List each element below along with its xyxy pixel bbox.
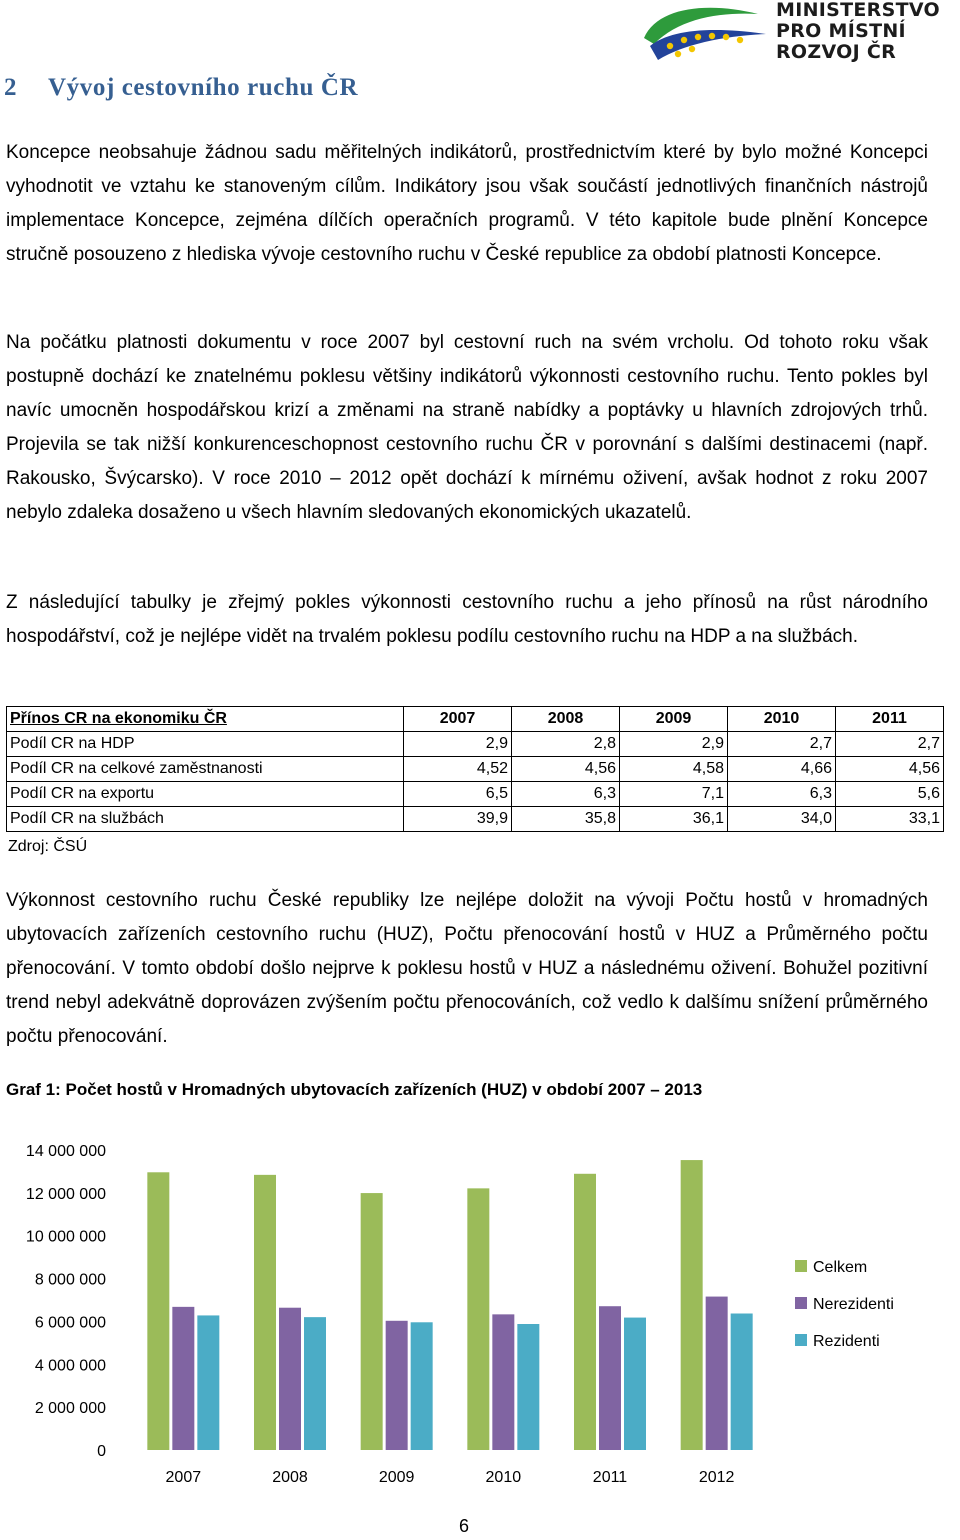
- table-row: [7, 732, 944, 757]
- table-cell: 2,8: [512, 732, 620, 757]
- bar-celkem: [467, 1188, 489, 1450]
- x-tick-label: 2011: [592, 1469, 628, 1486]
- x-tick-label: 2009: [378, 1469, 415, 1486]
- bar-rezidenti: [197, 1315, 219, 1450]
- legend-label: Rezidenti: [813, 1333, 880, 1350]
- logo-line-3: ROZVOJ ČR: [776, 41, 897, 63]
- table-row: [7, 757, 944, 782]
- table-header-cell: 2009: [620, 707, 728, 732]
- table-cell: 6,3: [728, 782, 836, 807]
- x-tick-label: 2007: [165, 1469, 202, 1486]
- table-cell: 4,58: [620, 757, 728, 782]
- ministry-name: [776, 0, 940, 63]
- y-tick-label: 2 000 000: [34, 1400, 106, 1418]
- paragraph-intro: Koncepce neobsahuje žádnou sadu měřitelných indikátorů, prostřednictvím které by bylo možné Koncepci vyhodnotit ve vztahu ke stanoveným cílům. Indikátory jsou však součástí jednotlivých finančních nástrojů implementace Koncepce, zejména dílčích operačních programů. V této kapitole bude plnění Koncepce stručně posouzeno z hlediska vývoje cestovního ruchu v České republice za období platnosti Koncepce.: [6, 142, 928, 265]
- bar-nerezidenti: [172, 1307, 194, 1450]
- bar-nerezidenti: [599, 1306, 621, 1450]
- table-source: Zdroj: ČSÚ: [8, 838, 88, 855]
- section-heading: [4, 74, 358, 102]
- bar-rezidenti: [517, 1324, 539, 1450]
- paragraph-performance: Výkonnost cestovního ruchu České republiky lze nejlépe doložit na vývoji Počtu hostů v hromadných ubytovacích zařízeních cestovního ruchu (HUZ), Počtu přenocování hostů v HUZ a Průměrného počtu přenocování. V tomto období došlo nejprve k poklesu hostů v HUZ a následnému oživení. Bohužel pozitivní trend nebyl adekvátně doprovázen zvýšením počtu přenocováních, což vedlo k dalšímu snížení průměrného počtu přenocování.: [6, 890, 928, 1047]
- table-cell: 4,56: [836, 757, 944, 782]
- table-header-cell: 2008: [512, 707, 620, 732]
- y-tick-label: 0: [97, 1443, 106, 1460]
- y-tick-label: 4 000 000: [34, 1357, 106, 1375]
- guests-bar-chart: [0, 1120, 960, 1500]
- y-tick-label: 12 000 000: [25, 1185, 106, 1203]
- bar-rezidenti: [731, 1314, 753, 1451]
- section-title: Vývoj cestovního ruchu ČR: [48, 74, 359, 101]
- table-cell: 33,1: [836, 807, 944, 832]
- graph-title: Graf 1: Počet hostů v Hromadných ubytovacích zařízeních (HUZ) v období 2007 – 2013: [6, 1080, 703, 1099]
- bar-rezidenti: [624, 1318, 646, 1450]
- bar-celkem: [574, 1174, 596, 1450]
- bar-nerezidenti: [279, 1308, 301, 1450]
- table-cell: 35,8: [512, 807, 620, 832]
- table-cell: 2,7: [728, 732, 836, 757]
- y-tick-label: 14 000 000: [25, 1143, 106, 1160]
- table-cell: 4,66: [728, 757, 836, 782]
- table-cell: 6,5: [404, 782, 512, 807]
- table-header-cell: 2010: [728, 707, 836, 732]
- table-header-cell: 2011: [836, 707, 944, 732]
- table-cell: Podíl CR na exportu: [7, 782, 404, 807]
- legend-swatch: [795, 1297, 807, 1309]
- bar-celkem: [254, 1175, 276, 1450]
- bar-celkem: [147, 1172, 169, 1450]
- x-tick-label: 2012: [698, 1469, 735, 1486]
- section-number: 2: [4, 74, 18, 101]
- x-tick-label: 2010: [485, 1469, 522, 1486]
- table-cell: 39,9: [404, 807, 512, 832]
- table-cell: 4,56: [512, 757, 620, 782]
- table-cell: 2,9: [404, 732, 512, 757]
- logo-line-2: PRO MÍSTNÍ: [776, 20, 906, 42]
- legend-label: Nerezidenti: [813, 1296, 894, 1313]
- table-cell: Podíl CR na službách: [7, 807, 404, 832]
- bar-nerezidenti: [706, 1297, 728, 1450]
- page-number: 6: [459, 1516, 470, 1536]
- bar-nerezidenti: [492, 1314, 514, 1450]
- logo-line-1: MINISTERSTVO: [776, 0, 940, 21]
- legend-swatch: [795, 1334, 807, 1346]
- table-cell: Podíl CR na HDP: [7, 732, 404, 757]
- bar-celkem: [361, 1193, 383, 1450]
- table-cell: 4,52: [404, 757, 512, 782]
- table-cell: 7,1: [620, 782, 728, 807]
- bar-rezidenti: [411, 1322, 433, 1450]
- x-tick-label: 2008: [272, 1469, 308, 1486]
- table-row: [7, 782, 944, 807]
- table-cell: 2,7: [836, 732, 944, 757]
- y-tick-label: 6 000 000: [34, 1314, 106, 1332]
- legend-swatch: [795, 1260, 807, 1272]
- table-cell: 36,1: [620, 807, 728, 832]
- table-row: [7, 807, 944, 832]
- bar-nerezidenti: [386, 1321, 408, 1450]
- table-cell: Podíl CR na celkové zaměstnanosti: [7, 757, 404, 782]
- legend-label: Celkem: [813, 1259, 868, 1276]
- paragraph-table-intro: Z následující tabulky je zřejmý pokles výkonnosti cestovního ruchu a jeho přínosů na růst národního hospodářství, což je nejlépe vidět na trvalém poklesu podílu cestovního ruchu na HDP a na službách.: [6, 592, 928, 647]
- bar-rezidenti: [304, 1317, 326, 1450]
- y-tick-label: 10 000 000: [25, 1228, 106, 1246]
- table-cell: 5,6: [836, 782, 944, 807]
- table-cell: 6,3: [512, 782, 620, 807]
- table-cell: 2,9: [620, 732, 728, 757]
- table-header-row: [7, 707, 944, 732]
- bar-celkem: [681, 1160, 703, 1450]
- y-tick-label: 8 000 000: [34, 1271, 106, 1289]
- economy-table: [6, 706, 944, 832]
- table-header-cell: 2007: [404, 707, 512, 732]
- paragraph-development: Na počátku platnosti dokumentu v roce 2007 byl cestovní ruch na svém vrcholu. Od tohoto roku však postupně dochází ke znatelnému poklesu většiny indikátorů výkonnosti cestovního ruchu. Tento pokles byl navíc umocněn hospodářskou krizí a změnami na straně nabídky a poptávky u hlavních zdrojových trhů. Projevila se tak nižší konkurenceschopnost cestovního ruchu ČR v porovnání s dalšími destinacemi (např. Rakousko, Švýcarsko). V roce 2010 – 2012 opět dochází k mírnému oživení, avšak hodnot z roku 2007 nebylo zdaleka dosaženo u všech hlavním sledovaných ekonomických ukazatelů.: [6, 332, 928, 523]
- table-header-cell: Přínos CR na ekonomiku ČR: [7, 707, 404, 732]
- ministry-emblem-icon: [640, 0, 780, 66]
- table-cell: 34,0: [728, 807, 836, 832]
